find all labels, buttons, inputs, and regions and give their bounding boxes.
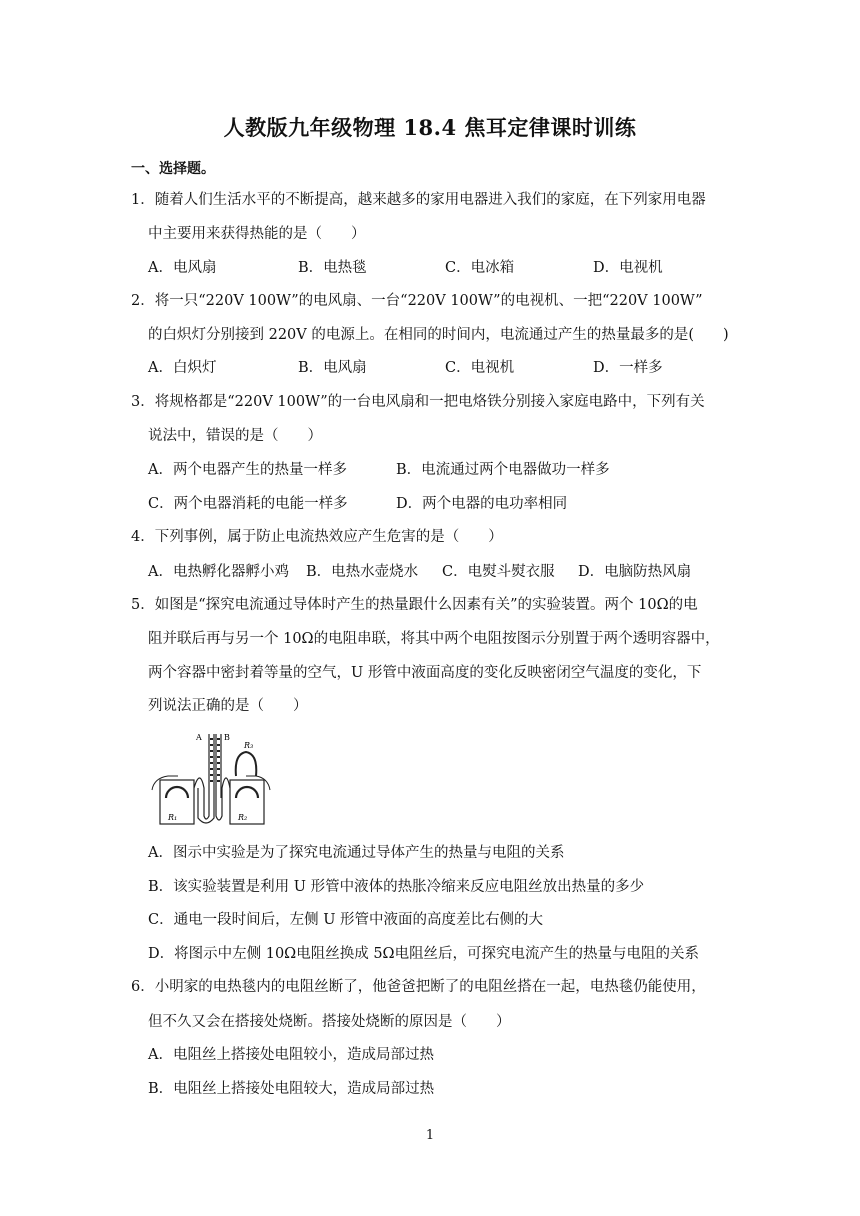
option-a: A．白炽灯 — [148, 360, 217, 376]
label-a: A — [196, 733, 202, 742]
question-4-options — [148, 562, 691, 582]
question-3-text-cont: 说法中，错误的是（ ） — [148, 428, 322, 444]
question-2-text: 2．将一只“220V 100W”的电风扇、一台“220V 100W”的电视机、一把“220V 100W” — [131, 293, 703, 309]
question-1-text: 1．随着人们生活水平的不断提高，越来越多的家用电器进入我们的家庭，在下列家用电器 — [131, 192, 706, 208]
question-5-option-a: A．图示中实验是为了探究电流通过导体产生的热量与电阻的关系 — [148, 845, 565, 861]
label-r2: R₂ — [238, 813, 248, 822]
question-5-text-cont-1: 阻并联后再与另一个 10Ω的电阻串联，将其中两个电阻按图示分别置于两个透明容器中， — [148, 631, 720, 647]
question-3-options-row2 — [148, 494, 567, 514]
option-c: C．电熨斗熨衣服 — [442, 564, 555, 580]
question-4-text: 4．下列事例，属于防止电流热效应产生危害的是（ ） — [131, 529, 503, 545]
question-3-options-row1 — [148, 460, 610, 480]
option-b: B．电风扇 — [298, 360, 367, 376]
option-c: C．电冰箱 — [445, 260, 515, 276]
option-a: A．电风扇 — [148, 260, 217, 276]
option-a: A．电热孵化器孵小鸡 — [148, 564, 289, 580]
question-5-text: 5．如图是“探究电流通过导体时产生的热量跟什么因素有关”的实验装置。两个 10Ω的电 — [131, 597, 698, 613]
question-1-options — [148, 258, 663, 278]
option-c: C．电视机 — [445, 360, 515, 376]
experiment-apparatus-figure — [148, 728, 272, 828]
option-c: C．两个电器消耗的电能一样多 — [148, 496, 348, 512]
question-1-text-cont: 中主要用来获得热能的是（ ） — [148, 226, 366, 242]
question-2-options — [148, 358, 663, 378]
question-6-text: 6．小明家的电热毯内的电阻丝断了，他爸爸把断了的电阻丝搭在一起，电热毯仍能使用， — [131, 979, 706, 995]
option-d: D．一样多 — [593, 360, 663, 376]
option-d: D．电脑防热风扇 — [578, 564, 692, 580]
option-b: B．电流通过两个电器做功一样多 — [396, 462, 610, 478]
section-heading: 一、选择题。 — [131, 161, 215, 177]
label-r1: R₁ — [168, 813, 178, 822]
option-b: B．电热毯 — [298, 260, 367, 276]
page-title: 人教版九年级物理 18.4 焦耳定律课时训练 — [223, 115, 637, 140]
question-6-option-a: A．电阻丝上搭接处电阻较小，造成局部过热 — [148, 1047, 434, 1063]
option-a: A．两个电器产生的热量一样多 — [148, 462, 347, 478]
option-b: B．电热水壶烧水 — [306, 564, 419, 580]
page-number: 1 — [425, 1128, 435, 1143]
question-3-text: 3．将规格都是“220V 100W”的一台电风扇和一把电烙铁分别接入家庭电路中，下列有关 — [131, 394, 705, 410]
label-r3: R₃ — [244, 741, 254, 750]
question-5-text-cont-2: 两个容器中密封着等量的空气，U 形管中液面高度的变化反映密闭空气温度的变化，下 — [148, 665, 702, 681]
question-5-option-c: C．通电一段时间后，左侧 U 形管中液面的高度差比右侧的大 — [148, 912, 544, 928]
question-6-text-cont: 但不久又会在搭接处烧断。搭接处烧断的原因是（ ） — [148, 1014, 511, 1030]
option-d: D．两个电器的电功率相同 — [396, 496, 568, 512]
question-2-text-cont: 的白炽灯分别接到 220V 的电源上。在相同的时间内，电流通过产生的热量最多的是( ) — [148, 327, 729, 343]
question-5-text-cont-3: 列说法正确的是（ ） — [148, 698, 308, 714]
question-5-option-b: B．该实验装置是利用 U 形管中液体的热胀冷缩来反应电阻丝放出热量的多少 — [148, 879, 645, 895]
question-6-option-b: B．电阻丝上搭接处电阻较大，造成局部过热 — [148, 1081, 435, 1097]
label-b: B — [224, 733, 230, 742]
option-d: D．电视机 — [593, 260, 663, 276]
question-5-option-d: D．将图示中左侧 10Ω电阻丝换成 5Ω电阻丝后，可探究电流产生的热量与电阻的关系 — [148, 946, 700, 962]
